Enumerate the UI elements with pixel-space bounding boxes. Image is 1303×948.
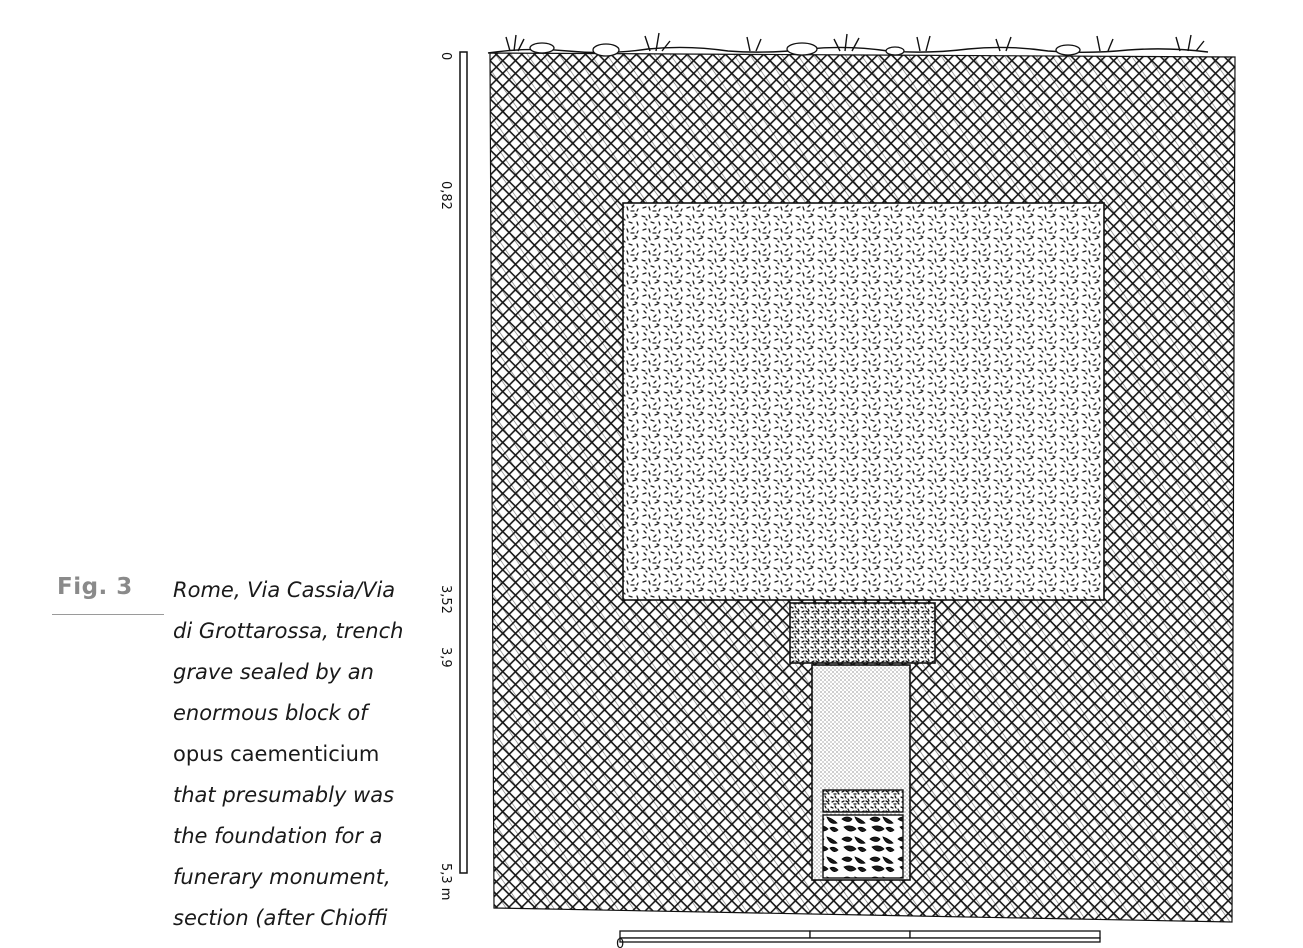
figure-caption	[173, 570, 423, 939]
caption-divider	[52, 614, 164, 615]
horizontal-scale-bar	[620, 931, 1100, 942]
depth-scale	[460, 52, 467, 873]
caption-line: opus caementicium	[173, 742, 380, 766]
caption-line: the foundation for a	[173, 824, 383, 848]
trench-section-drawing	[420, 15, 1260, 948]
caption-line: section (after Chioffi	[173, 906, 388, 930]
depth-label-3-52: 3,52	[438, 585, 453, 614]
depth-label-0: 0	[438, 52, 453, 61]
caption-line: that presumably was	[173, 783, 395, 807]
depth-label-5-3m: 5,3 m	[438, 863, 453, 901]
depth-label-3-9: 3,9	[438, 647, 453, 668]
caption-line: Rome, Via Cassia/Via	[173, 578, 396, 602]
caption-line: grave sealed by an	[173, 660, 374, 684]
caption-line: enormous block of	[173, 701, 368, 725]
caption-line: funerary monument,	[173, 865, 391, 889]
intermediate-layer	[790, 603, 935, 663]
caption-line: di Grottarossa, trench	[173, 619, 404, 643]
figure-caption-label: Fig. 3	[57, 574, 133, 600]
horizontal-scale-label-0: 0	[616, 937, 625, 948]
opus-caementicium-block	[623, 203, 1104, 600]
depth-label-0-82: 0,82	[438, 181, 453, 210]
burial-deposit	[823, 790, 903, 878]
